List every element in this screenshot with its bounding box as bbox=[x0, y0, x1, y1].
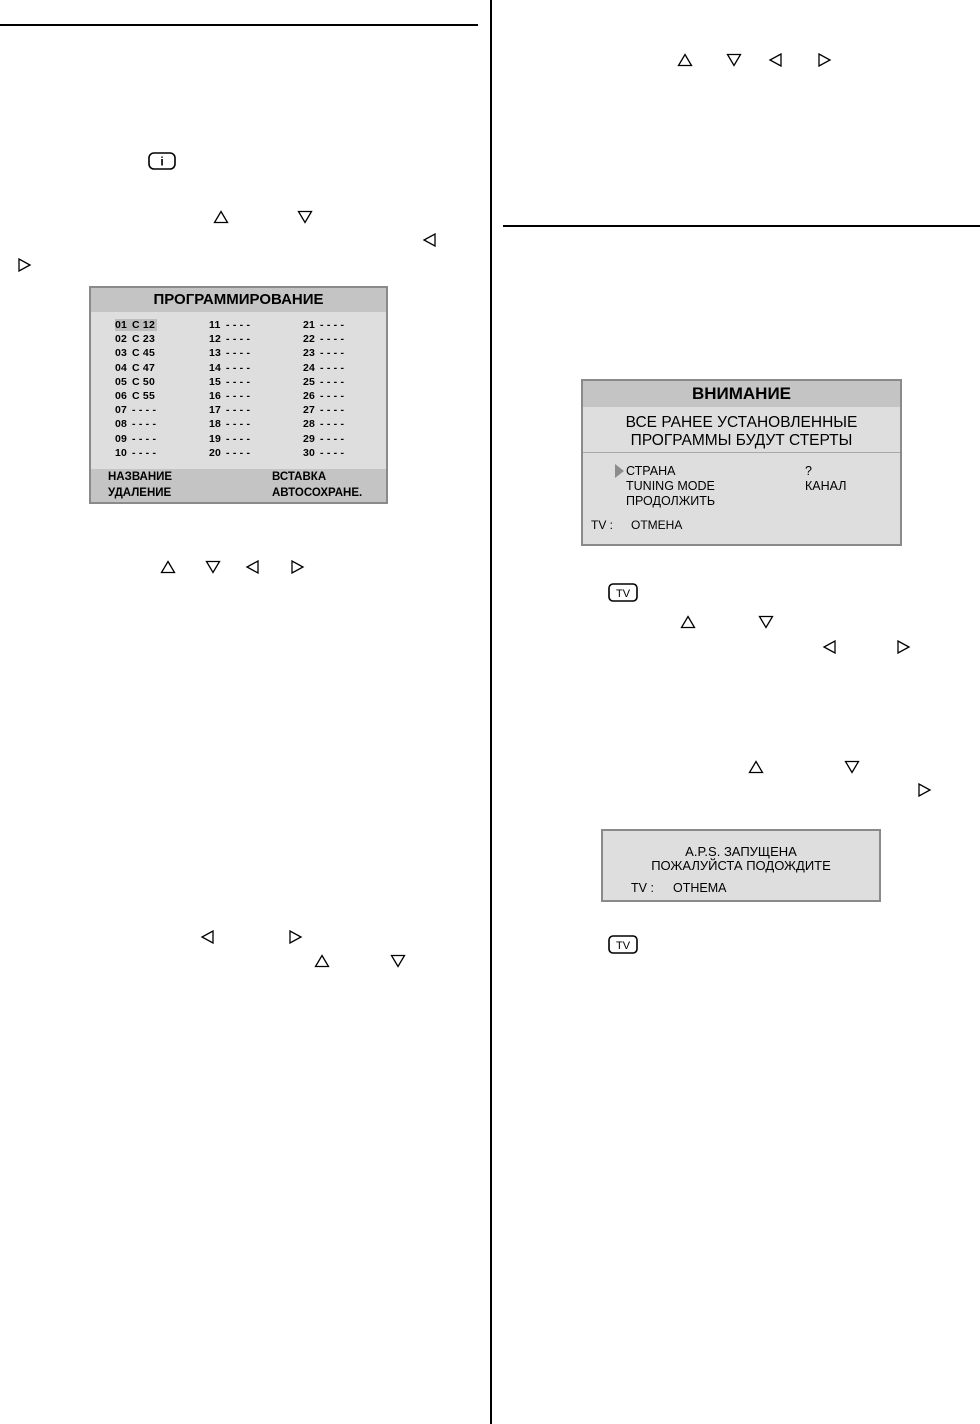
footer-autostore-option[interactable]: АВТОСОХРАНЕ. bbox=[272, 487, 363, 499]
program-channel: - - - - bbox=[320, 390, 345, 402]
program-channel: - - - - bbox=[132, 446, 157, 459]
program-channel: - - - - bbox=[320, 361, 345, 374]
program-list-item[interactable] bbox=[303, 447, 344, 459]
program-channel: - - - - bbox=[226, 418, 251, 431]
program-number: 12 bbox=[209, 333, 222, 346]
program-list-item[interactable] bbox=[115, 433, 156, 445]
info-button-icon bbox=[148, 152, 176, 170]
program-number: 03 bbox=[115, 347, 128, 360]
program-number: 22 bbox=[303, 333, 316, 346]
program-list-item[interactable] bbox=[209, 447, 250, 459]
up-arrow-icon bbox=[160, 560, 176, 574]
program-number: 21 bbox=[303, 319, 316, 331]
program-list-item[interactable] bbox=[115, 418, 156, 430]
left-arrow-icon bbox=[245, 560, 261, 574]
footer-insert-option[interactable]: ВСТАВКА bbox=[272, 471, 327, 483]
program-number: 17 bbox=[209, 404, 222, 417]
program-number: 19 bbox=[209, 432, 222, 445]
programming-menu bbox=[89, 286, 388, 504]
down-arrow-icon bbox=[390, 954, 406, 968]
menu-item-country-value: ? bbox=[805, 464, 812, 478]
program-channel: C 50 bbox=[132, 375, 155, 388]
warning-menu-title: ВНИМАНИЕ bbox=[583, 381, 900, 407]
program-list-item[interactable] bbox=[115, 376, 155, 388]
right-section-rule bbox=[503, 225, 980, 227]
right-arrow-icon bbox=[289, 560, 305, 574]
program-list-item[interactable] bbox=[209, 347, 250, 359]
aps-footer-key: TV : bbox=[631, 881, 654, 895]
program-number: 13 bbox=[209, 347, 222, 360]
top-left-rule bbox=[0, 24, 478, 26]
right-arrow-icon bbox=[287, 930, 303, 944]
program-number: 06 bbox=[115, 390, 128, 402]
program-list-item[interactable] bbox=[115, 390, 155, 402]
program-channel: - - - - bbox=[226, 347, 251, 360]
program-list-item[interactable] bbox=[209, 319, 250, 331]
right-arrow-icon bbox=[916, 783, 932, 797]
down-arrow-icon bbox=[844, 760, 860, 774]
selection-pointer-icon bbox=[615, 464, 624, 483]
down-arrow-icon bbox=[297, 210, 313, 224]
program-number: 07 bbox=[115, 404, 128, 417]
program-list-item[interactable] bbox=[209, 333, 250, 345]
program-number: 27 bbox=[303, 404, 316, 417]
footer-delete-option[interactable]: УДАЛЕНИЕ bbox=[108, 487, 172, 499]
program-list-item[interactable] bbox=[209, 418, 250, 430]
warning-footer-action[interactable]: ОТМЕНА bbox=[631, 518, 683, 532]
aps-footer-action[interactable]: ОТНЕМА bbox=[673, 881, 727, 895]
program-channel: - - - - bbox=[132, 404, 157, 417]
programming-menu-title: ПРОГРАММИРОВАНИЕ bbox=[91, 288, 386, 312]
program-number: 05 bbox=[115, 375, 128, 388]
warning-footer-key: TV : bbox=[591, 518, 614, 532]
program-channel: - - - - bbox=[320, 404, 345, 417]
left-arrow-icon bbox=[200, 930, 216, 944]
program-number: 09 bbox=[115, 432, 128, 445]
program-channel: - - - - bbox=[226, 361, 251, 374]
program-number: 15 bbox=[209, 375, 222, 388]
menu-item-tuning-mode-value: КАНАЛ bbox=[805, 479, 847, 493]
program-channel: - - - - bbox=[320, 333, 345, 346]
program-channel: - - - - bbox=[320, 432, 345, 445]
aps-status-menu bbox=[601, 829, 881, 902]
warning-message-line-2: ПРОГРАММЫ БУДУТ СТЕРТЫ bbox=[630, 432, 853, 449]
down-arrow-icon bbox=[758, 615, 774, 629]
program-channel: - - - - bbox=[320, 347, 345, 360]
program-channel: - - - - bbox=[226, 390, 251, 402]
left-arrow-icon bbox=[768, 53, 784, 67]
program-list-item[interactable] bbox=[115, 347, 155, 359]
program-channel: - - - - bbox=[226, 319, 251, 331]
program-number: 08 bbox=[115, 418, 128, 431]
up-arrow-icon bbox=[748, 760, 764, 774]
program-number: 10 bbox=[115, 446, 128, 459]
program-number: 24 bbox=[303, 361, 316, 374]
svg-text:i: i bbox=[160, 154, 164, 169]
program-channel: - - - - bbox=[226, 404, 251, 417]
program-number: 02 bbox=[115, 333, 128, 346]
program-channel: - - - - bbox=[226, 333, 251, 346]
program-channel: - - - - bbox=[320, 375, 345, 388]
program-list-item[interactable] bbox=[303, 333, 344, 345]
program-channel: - - - - bbox=[226, 375, 251, 388]
up-arrow-icon bbox=[677, 53, 693, 67]
aps-status-line-1: A.P.S. ЗАПУЩЕНА bbox=[685, 844, 797, 859]
program-list-item[interactable] bbox=[303, 319, 344, 331]
aps-status-line-2: ПОЖАЛУЙСТА ПОДОЖДИТЕ bbox=[651, 858, 831, 873]
program-list-item[interactable] bbox=[303, 390, 344, 402]
program-channel: - - - - bbox=[226, 446, 251, 459]
program-list-item[interactable] bbox=[115, 319, 157, 331]
right-arrow-icon bbox=[895, 640, 911, 654]
program-channel: C 12 bbox=[132, 319, 155, 331]
left-arrow-icon bbox=[822, 640, 838, 654]
program-list-item[interactable] bbox=[303, 433, 344, 445]
program-channel: - - - - bbox=[132, 418, 157, 431]
program-number: 25 bbox=[303, 375, 316, 388]
program-list-item[interactable] bbox=[303, 376, 344, 388]
program-list-item[interactable] bbox=[303, 347, 344, 359]
program-number: 20 bbox=[209, 446, 222, 459]
program-list-item[interactable] bbox=[209, 433, 250, 445]
program-list-item[interactable] bbox=[115, 447, 156, 459]
program-number: 23 bbox=[303, 347, 316, 360]
program-list-item[interactable] bbox=[209, 376, 250, 388]
program-list-item[interactable] bbox=[303, 404, 344, 416]
program-channel: C 23 bbox=[132, 333, 155, 346]
programming-menu-footer bbox=[91, 469, 386, 502]
program-number: 04 bbox=[115, 361, 128, 374]
warning-message-line-1: ВСЕ РАНЕЕ УСТАНОВЛЕННЫЕ bbox=[625, 414, 858, 431]
program-channel: - - - - bbox=[320, 446, 345, 459]
program-number: 28 bbox=[303, 418, 316, 431]
menu-item-tuning-mode-label[interactable]: TUNING MODE bbox=[626, 479, 715, 493]
program-number: 29 bbox=[303, 432, 316, 445]
program-number: 01 bbox=[115, 319, 132, 331]
warning-menu bbox=[581, 379, 902, 546]
program-list-item[interactable] bbox=[209, 404, 250, 416]
program-channel: - - - - bbox=[320, 319, 345, 331]
tv-button-icon bbox=[608, 583, 638, 602]
menu-item-continue-label[interactable]: ПРОДОЛЖИТЬ bbox=[626, 494, 716, 508]
program-channel: C 47 bbox=[132, 361, 155, 374]
program-number: 11 bbox=[209, 319, 221, 331]
program-channel: - - - - bbox=[132, 432, 157, 445]
svg-text:TV: TV bbox=[615, 940, 631, 952]
program-number: 30 bbox=[303, 446, 316, 459]
warning-divider bbox=[583, 452, 900, 453]
program-number: 18 bbox=[209, 418, 222, 431]
program-list-item[interactable] bbox=[209, 390, 250, 402]
program-list-item[interactable] bbox=[303, 362, 344, 374]
program-list-item[interactable] bbox=[115, 362, 155, 374]
right-arrow-icon bbox=[16, 258, 32, 272]
tv-button-icon bbox=[608, 935, 638, 954]
column-divider bbox=[490, 0, 492, 1424]
program-list-item[interactable] bbox=[115, 333, 155, 345]
program-list-item[interactable] bbox=[115, 404, 156, 416]
up-arrow-icon bbox=[680, 615, 696, 629]
program-list-item[interactable] bbox=[209, 362, 250, 374]
program-channel: - - - - bbox=[320, 418, 345, 431]
right-arrow-icon bbox=[816, 53, 832, 67]
program-channel: C 55 bbox=[132, 390, 155, 402]
menu-item-country-label[interactable]: СТРАНА bbox=[626, 464, 676, 478]
program-number: 26 bbox=[303, 390, 316, 402]
program-channel: - - - - bbox=[226, 432, 251, 445]
down-arrow-icon bbox=[726, 53, 742, 67]
up-arrow-icon bbox=[213, 210, 229, 224]
program-channel: C 45 bbox=[132, 347, 155, 360]
program-list-item[interactable] bbox=[303, 418, 344, 430]
footer-name-option[interactable]: НАЗВАНИЕ bbox=[108, 471, 173, 483]
program-number: 16 bbox=[209, 390, 222, 402]
svg-text:TV: TV bbox=[615, 588, 631, 600]
down-arrow-icon bbox=[205, 560, 221, 574]
up-arrow-icon bbox=[314, 954, 330, 968]
left-arrow-icon bbox=[422, 233, 438, 247]
program-number: 14 bbox=[209, 361, 222, 374]
